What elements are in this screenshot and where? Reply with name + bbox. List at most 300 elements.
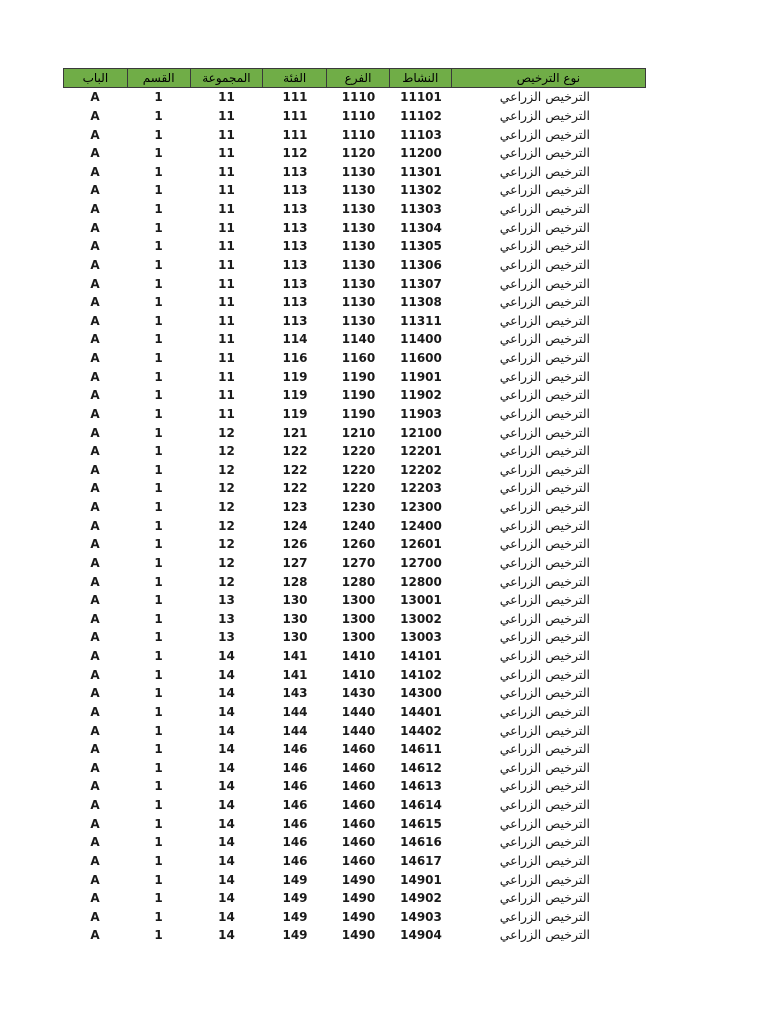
header-fia: الفئة	[263, 69, 327, 87]
cell-qism: 1	[154, 220, 163, 235]
cell-nashat: 11902	[400, 388, 442, 403]
cell-fia: 130	[282, 611, 308, 626]
cell-nashat: 11303	[400, 202, 442, 217]
table-row	[63, 498, 646, 517]
cell-majmoua: 14	[218, 891, 235, 906]
cell-license-type: الترخيص الزراعي	[499, 610, 590, 626]
cell-nashat: 12800	[400, 574, 442, 589]
cell-bab: A	[90, 704, 100, 719]
cell-license-type: الترخيص الزراعي	[499, 387, 590, 403]
cell-far: 1140	[341, 332, 376, 347]
cell-license-type: الترخيص الزراعي	[499, 350, 590, 366]
cell-fia: 113	[282, 202, 308, 217]
cell-fia: 122	[282, 444, 308, 459]
cell-qism: 1	[154, 202, 163, 217]
cell-nashat: 14904	[400, 928, 442, 943]
cell-bab: A	[90, 574, 100, 589]
cell-majmoua: 14	[218, 723, 235, 738]
cell-bab: A	[90, 481, 100, 496]
cell-majmoua: 11	[218, 108, 235, 123]
cell-nashat: 13003	[400, 630, 442, 645]
cell-qism: 1	[154, 649, 163, 664]
cell-nashat: 14102	[400, 667, 442, 682]
cell-far: 1300	[341, 611, 376, 626]
table-row	[63, 107, 646, 126]
cell-license-type: الترخيص الزراعي	[499, 238, 590, 254]
cell-fia: 146	[282, 742, 308, 757]
table-row	[63, 535, 646, 554]
cell-majmoua: 11	[218, 90, 235, 105]
cell-nashat: 14401	[400, 704, 442, 719]
cell-qism: 1	[154, 369, 163, 384]
cell-license-type: الترخيص الزراعي	[499, 927, 590, 943]
cell-nashat: 11301	[400, 164, 442, 179]
cell-majmoua: 13	[218, 593, 235, 608]
cell-bab: A	[90, 276, 100, 291]
cell-bab: A	[90, 313, 100, 328]
cell-license-type: الترخيص الزراعي	[499, 312, 590, 328]
cell-majmoua: 11	[218, 332, 235, 347]
cell-qism: 1	[154, 406, 163, 421]
cell-majmoua: 14	[218, 686, 235, 701]
cell-majmoua: 14	[218, 742, 235, 757]
cell-qism: 1	[154, 276, 163, 291]
cell-license-type: الترخيص الزراعي	[499, 294, 590, 310]
cell-license-type: الترخيص الزراعي	[499, 480, 590, 496]
cell-fia: 113	[282, 257, 308, 272]
cell-fia: 127	[282, 555, 308, 570]
cell-far: 1410	[341, 649, 376, 664]
table-row	[63, 125, 646, 144]
cell-qism: 1	[154, 444, 163, 459]
cell-fia: 149	[282, 891, 308, 906]
cell-majmoua: 14	[218, 760, 235, 775]
table-row	[63, 256, 646, 275]
cell-majmoua: 11	[218, 202, 235, 217]
cell-bab: A	[90, 257, 100, 272]
header-nashat: النشاط	[390, 69, 452, 87]
cell-nashat: 11308	[400, 295, 442, 310]
cell-qism: 1	[154, 425, 163, 440]
cell-majmoua: 11	[218, 313, 235, 328]
cell-bab: A	[90, 928, 100, 943]
cell-bab: A	[90, 611, 100, 626]
cell-fia: 146	[282, 816, 308, 831]
cell-license-type: الترخيص الزراعي	[499, 256, 590, 272]
cell-license-type: الترخيص الزراعي	[499, 499, 590, 515]
cell-qism: 1	[154, 183, 163, 198]
cell-qism: 1	[154, 500, 163, 515]
cell-fia: 122	[282, 462, 308, 477]
cell-nashat: 14614	[400, 798, 442, 813]
cell-license-type: الترخيص الزراعي	[499, 517, 590, 533]
cell-bab: A	[90, 462, 100, 477]
cell-nashat: 14902	[400, 891, 442, 906]
cell-fia: 143	[282, 686, 308, 701]
cell-bab: A	[90, 649, 100, 664]
cell-qism: 1	[154, 239, 163, 254]
cell-bab: A	[90, 742, 100, 757]
cell-fia: 141	[282, 649, 308, 664]
cell-nashat: 14617	[400, 853, 442, 868]
cell-fia: 113	[282, 295, 308, 310]
cell-qism: 1	[154, 108, 163, 123]
header-row	[63, 68, 646, 88]
cell-majmoua: 14	[218, 704, 235, 719]
cell-majmoua: 14	[218, 853, 235, 868]
cell-far: 1300	[341, 630, 376, 645]
cell-bab: A	[90, 388, 100, 403]
cell-fia: 126	[282, 537, 308, 552]
cell-qism: 1	[154, 667, 163, 682]
cell-license-type: الترخيص الزراعي	[499, 163, 590, 179]
cell-fia: 130	[282, 630, 308, 645]
cell-qism: 1	[154, 686, 163, 701]
cell-license-type: الترخيص الزراعي	[499, 815, 590, 831]
cell-qism: 1	[154, 872, 163, 887]
cell-far: 1240	[341, 518, 376, 533]
cell-majmoua: 14	[218, 667, 235, 682]
table-row	[63, 88, 646, 107]
cell-nashat: 12300	[400, 500, 442, 515]
cell-far: 1460	[341, 835, 376, 850]
cell-bab: A	[90, 555, 100, 570]
cell-bab: A	[90, 686, 100, 701]
table-row	[63, 349, 646, 368]
cell-qism: 1	[154, 257, 163, 272]
cell-majmoua: 11	[218, 183, 235, 198]
cell-bab: A	[90, 593, 100, 608]
cell-nashat: 12400	[400, 518, 442, 533]
cell-majmoua: 13	[218, 611, 235, 626]
cell-bab: A	[90, 518, 100, 533]
cell-fia: 122	[282, 481, 308, 496]
cell-license-type: الترخيص الزراعي	[499, 666, 590, 682]
cell-nashat: 14611	[400, 742, 442, 757]
cell-fia: 119	[282, 369, 308, 384]
cell-majmoua: 14	[218, 872, 235, 887]
cell-nashat: 12203	[400, 481, 442, 496]
cell-qism: 1	[154, 593, 163, 608]
cell-fia: 141	[282, 667, 308, 682]
cell-qism: 1	[154, 332, 163, 347]
cell-bab: A	[90, 779, 100, 794]
cell-fia: 119	[282, 406, 308, 421]
cell-qism: 1	[154, 779, 163, 794]
cell-license-type: الترخيص الزراعي	[499, 629, 590, 645]
cell-license-type: الترخيص الزراعي	[499, 592, 590, 608]
cell-license-type: الترخيص الزراعي	[499, 443, 590, 459]
cell-nashat: 14300	[400, 686, 442, 701]
cell-fia: 146	[282, 798, 308, 813]
table-row	[63, 386, 646, 405]
cell-far: 1460	[341, 816, 376, 831]
table-row	[63, 218, 646, 237]
cell-majmoua: 11	[218, 164, 235, 179]
cell-fia: 149	[282, 872, 308, 887]
cell-bab: A	[90, 202, 100, 217]
cell-license-type: الترخيص الزراعي	[499, 890, 590, 906]
cell-qism: 1	[154, 313, 163, 328]
cell-bab: A	[90, 108, 100, 123]
table-row	[63, 237, 646, 256]
cell-license-type: الترخيص الزراعي	[499, 908, 590, 924]
cell-nashat: 14402	[400, 723, 442, 738]
cell-nashat: 11304	[400, 220, 442, 235]
cell-majmoua: 11	[218, 406, 235, 421]
cell-majmoua: 11	[218, 351, 235, 366]
table-row	[63, 796, 646, 815]
cell-bab: A	[90, 667, 100, 682]
header-qism: القسم	[128, 69, 191, 87]
cell-license-type: الترخيص الزراعي	[499, 126, 590, 142]
cell-nashat: 14901	[400, 872, 442, 887]
cell-fia: 128	[282, 574, 308, 589]
cell-fia: 146	[282, 835, 308, 850]
cell-nashat: 11302	[400, 183, 442, 198]
cell-far: 1460	[341, 798, 376, 813]
table-row	[63, 572, 646, 591]
cell-nashat: 11305	[400, 239, 442, 254]
table-row	[63, 181, 646, 200]
cell-fia: 130	[282, 593, 308, 608]
cell-bab: A	[90, 127, 100, 142]
cell-bab: A	[90, 537, 100, 552]
table-row	[63, 312, 646, 331]
table-row	[63, 647, 646, 666]
cell-license-type: الترخيص الزراعي	[499, 834, 590, 850]
cell-license-type: الترخيص الزراعي	[499, 368, 590, 384]
cell-far: 1430	[341, 686, 376, 701]
cell-majmoua: 12	[218, 518, 235, 533]
cell-license-type: الترخيص الزراعي	[499, 89, 590, 105]
cell-far: 1220	[341, 481, 376, 496]
cell-qism: 1	[154, 295, 163, 310]
cell-qism: 1	[154, 481, 163, 496]
table-row	[63, 554, 646, 573]
cell-qism: 1	[154, 909, 163, 924]
cell-bab: A	[90, 835, 100, 850]
cell-nashat: 11600	[400, 351, 442, 366]
cell-qism: 1	[154, 630, 163, 645]
cell-nashat: 13001	[400, 593, 442, 608]
cell-fia: 119	[282, 388, 308, 403]
cell-far: 1130	[341, 164, 376, 179]
cell-bab: A	[90, 816, 100, 831]
cell-majmoua: 11	[218, 220, 235, 235]
table-row	[63, 814, 646, 833]
cell-qism: 1	[154, 835, 163, 850]
cell-license-type: الترخيص الزراعي	[499, 405, 590, 421]
cell-majmoua: 12	[218, 574, 235, 589]
cell-license-type: الترخيص الزراعي	[499, 461, 590, 477]
cell-license-type: الترخيص الزراعي	[499, 554, 590, 570]
cell-qism: 1	[154, 891, 163, 906]
table-row	[63, 367, 646, 386]
cell-qism: 1	[154, 90, 163, 105]
table-row	[63, 926, 646, 945]
cell-nashat: 11901	[400, 369, 442, 384]
cell-far: 1130	[341, 183, 376, 198]
cell-far: 1490	[341, 872, 376, 887]
cell-bab: A	[90, 798, 100, 813]
cell-bab: A	[90, 500, 100, 515]
cell-majmoua: 11	[218, 239, 235, 254]
cell-nashat: 11306	[400, 257, 442, 272]
cell-bab: A	[90, 630, 100, 645]
table-row	[63, 684, 646, 703]
table-row	[63, 740, 646, 759]
cell-bab: A	[90, 425, 100, 440]
cell-fia: 112	[282, 146, 308, 161]
cell-far: 1130	[341, 295, 376, 310]
table-row	[63, 628, 646, 647]
cell-bab: A	[90, 239, 100, 254]
cell-far: 1460	[341, 760, 376, 775]
cell-license-type: الترخيص الزراعي	[499, 275, 590, 291]
cell-license-type: الترخيص الزراعي	[499, 741, 590, 757]
cell-license-type: الترخيص الزراعي	[499, 145, 590, 161]
cell-license-type: الترخيص الزراعي	[499, 797, 590, 813]
cell-fia: 121	[282, 425, 308, 440]
cell-bab: A	[90, 369, 100, 384]
table-row	[63, 293, 646, 312]
cell-qism: 1	[154, 462, 163, 477]
cell-qism: 1	[154, 127, 163, 142]
cell-license-type: الترخيص الزراعي	[499, 703, 590, 719]
cell-fia: 113	[282, 313, 308, 328]
cell-qism: 1	[154, 798, 163, 813]
cell-bab: A	[90, 872, 100, 887]
cell-far: 1230	[341, 500, 376, 515]
cell-far: 1160	[341, 351, 376, 366]
table-row	[63, 852, 646, 871]
cell-far: 1490	[341, 909, 376, 924]
cell-nashat: 12601	[400, 537, 442, 552]
cell-fia: 113	[282, 164, 308, 179]
cell-fia: 111	[282, 90, 308, 105]
cell-far: 1460	[341, 853, 376, 868]
cell-majmoua: 14	[218, 798, 235, 813]
table-row	[63, 591, 646, 610]
cell-license-type: الترخيص الزراعي	[499, 536, 590, 552]
cell-fia: 113	[282, 276, 308, 291]
cell-majmoua: 11	[218, 276, 235, 291]
cell-bab: A	[90, 90, 100, 105]
table-row	[63, 405, 646, 424]
cell-far: 1190	[341, 388, 376, 403]
cell-majmoua: 11	[218, 388, 235, 403]
cell-qism: 1	[154, 928, 163, 943]
cell-bab: A	[90, 164, 100, 179]
cell-license-type: الترخيص الزراعي	[499, 424, 590, 440]
table-row	[63, 870, 646, 889]
table-row	[63, 423, 646, 442]
cell-nashat: 12202	[400, 462, 442, 477]
cell-qism: 1	[154, 555, 163, 570]
cell-qism: 1	[154, 351, 163, 366]
cell-license-type: الترخيص الزراعي	[499, 331, 590, 347]
table-row	[63, 274, 646, 293]
cell-majmoua: 14	[218, 928, 235, 943]
cell-qism: 1	[154, 853, 163, 868]
cell-qism: 1	[154, 537, 163, 552]
cell-fia: 113	[282, 183, 308, 198]
cell-far: 1490	[341, 928, 376, 943]
cell-far: 1460	[341, 779, 376, 794]
cell-far: 1440	[341, 704, 376, 719]
cell-majmoua: 12	[218, 537, 235, 552]
cell-nashat: 12700	[400, 555, 442, 570]
cell-qism: 1	[154, 723, 163, 738]
cell-far: 1120	[341, 146, 376, 161]
cell-nashat: 14616	[400, 835, 442, 850]
table-row	[63, 777, 646, 796]
cell-far: 1130	[341, 257, 376, 272]
cell-nashat: 12201	[400, 444, 442, 459]
cell-bab: A	[90, 760, 100, 775]
cell-bab: A	[90, 332, 100, 347]
cell-far: 1130	[341, 276, 376, 291]
cell-far: 1130	[341, 239, 376, 254]
cell-majmoua: 11	[218, 295, 235, 310]
table-row	[63, 330, 646, 349]
cell-nashat: 11903	[400, 406, 442, 421]
cell-license-type: الترخيص الزراعي	[499, 648, 590, 664]
cell-nashat: 11400	[400, 332, 442, 347]
cell-far: 1440	[341, 723, 376, 738]
cell-fia: 149	[282, 928, 308, 943]
cell-license-type: الترخيص الزراعي	[499, 759, 590, 775]
table-row	[63, 889, 646, 908]
cell-bab: A	[90, 183, 100, 198]
cell-majmoua: 12	[218, 500, 235, 515]
cell-bab: A	[90, 891, 100, 906]
table-row	[63, 479, 646, 498]
cell-far: 1110	[341, 90, 376, 105]
cell-majmoua: 11	[218, 257, 235, 272]
license-table	[63, 68, 646, 945]
header-far: الفرع	[327, 69, 390, 87]
table-row	[63, 759, 646, 778]
cell-far: 1220	[341, 444, 376, 459]
cell-bab: A	[90, 146, 100, 161]
cell-majmoua: 14	[218, 909, 235, 924]
cell-majmoua: 14	[218, 816, 235, 831]
cell-fia: 111	[282, 108, 308, 123]
table-row	[63, 833, 646, 852]
cell-far: 1130	[341, 220, 376, 235]
cell-fia: 116	[282, 351, 308, 366]
cell-nashat: 14101	[400, 649, 442, 664]
cell-qism: 1	[154, 742, 163, 757]
table-row	[63, 610, 646, 629]
cell-nashat: 14613	[400, 779, 442, 794]
cell-majmoua: 12	[218, 444, 235, 459]
header-majmoua: المجموعة	[191, 69, 264, 87]
cell-far: 1410	[341, 667, 376, 682]
cell-far: 1280	[341, 574, 376, 589]
cell-nashat: 11307	[400, 276, 442, 291]
table-row	[63, 665, 646, 684]
cell-majmoua: 12	[218, 481, 235, 496]
cell-license-type: الترخيص الزراعي	[499, 107, 590, 123]
cell-fia: 113	[282, 220, 308, 235]
cell-fia: 149	[282, 909, 308, 924]
table-row	[63, 163, 646, 182]
cell-fia: 144	[282, 704, 308, 719]
cell-far: 1300	[341, 593, 376, 608]
